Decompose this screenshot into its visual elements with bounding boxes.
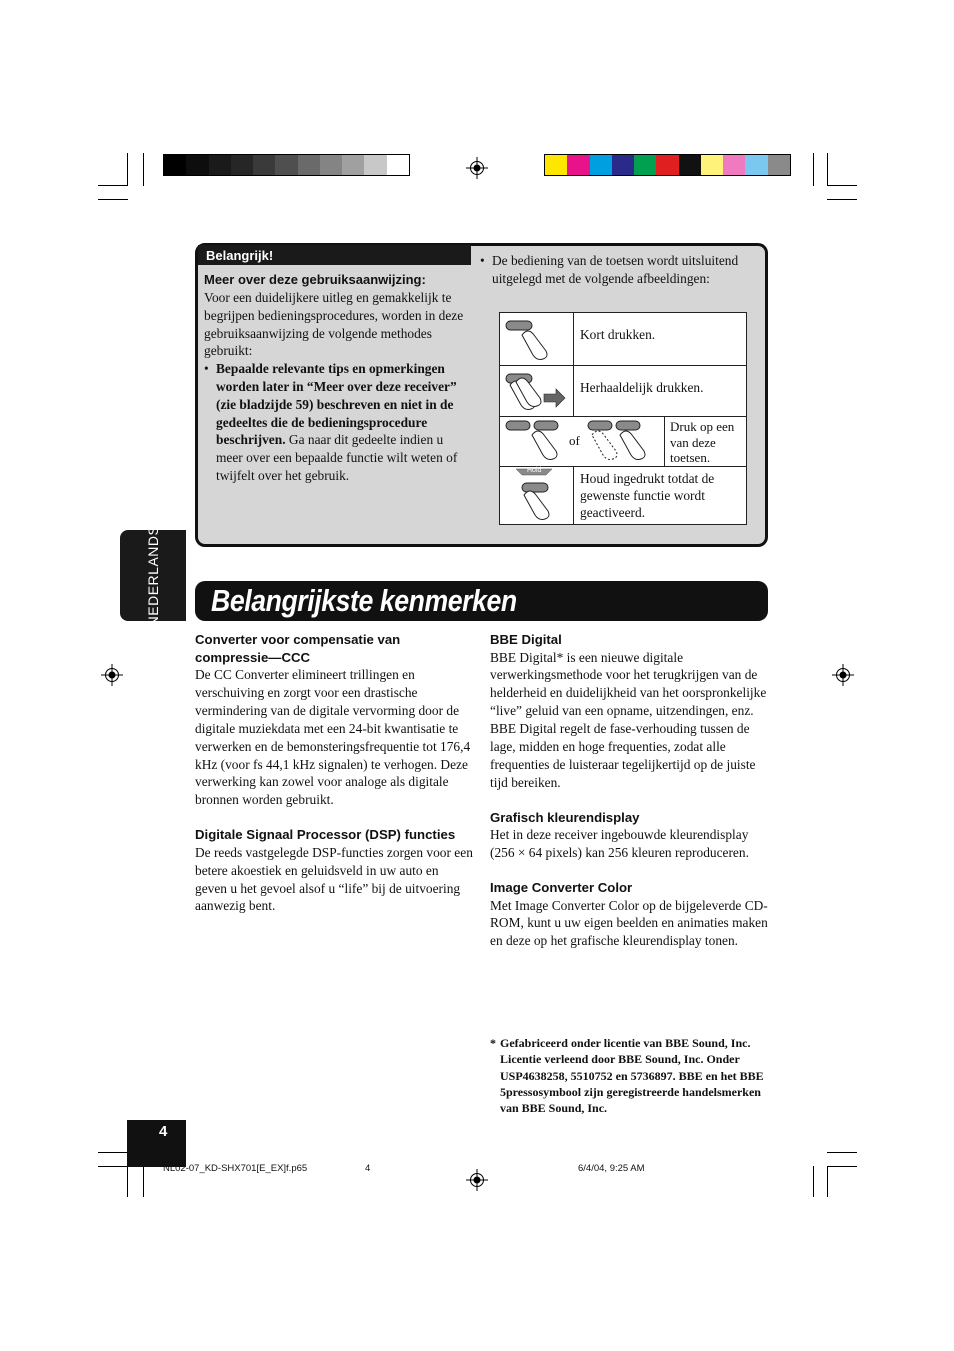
crop-mark (127, 1166, 128, 1197)
registration-mark-icon (466, 1169, 488, 1191)
right-column (490, 631, 768, 967)
important-heading: Meer over deze gebruiksaanwijzing: (204, 272, 426, 287)
important-left-column (204, 272, 466, 485)
feature-heading: Grafisch kleurendisplay (490, 809, 640, 825)
feature-body: Het in deze receiver ingebouwde kleurendisplay (256 × 64 pixels) kan 256 kleuren reproduceren. (490, 827, 749, 861)
bullet-icon: • (480, 253, 485, 268)
important-header: Belangrijk! (198, 245, 471, 265)
press-repeatedly-icon (500, 366, 574, 416)
table-row (500, 313, 746, 365)
trademark-footnote (490, 1035, 770, 1116)
right-intro-text: De bediening van de toetsen wordt uitsluitend uitgelegd met de volgende afbeeldingen: (492, 253, 739, 286)
color-swatch (590, 155, 612, 175)
feature-heading: BBE Digital (490, 632, 562, 647)
crop-mark (127, 153, 128, 186)
color-swatch (253, 155, 275, 175)
crop-mark (98, 1152, 128, 1153)
feature-body-2: BBE Digital regelt de fase-verhouding tussen de lage, midden en hoge frequenties, zodat alle frequenties de luisteraar tegelijkertijd op de juiste tijd bereiken. (490, 721, 756, 790)
color-swatch (701, 155, 723, 175)
color-swatch (745, 155, 767, 175)
feature-body: Met Image Converter Color op de bijgeleverde CD-ROM, kunt u uw eigen beelden en animaties maken en deze op het grafische kleurendisplay tonen. (490, 897, 768, 949)
crop-mark (827, 199, 857, 200)
page-number-block (127, 1120, 186, 1167)
crop-mark (827, 1152, 857, 1153)
feature-heading: Image Converter Color (490, 880, 633, 896)
feature-body: BBE Digital* is een nieuwe digitale verwerkingsmethode voor het terugkrijgen van de helderheid en duidelijkheid van het oorspronkelijke “live” geluid van een opname, uitzendingen, enz. (490, 649, 767, 719)
feature-section (490, 631, 768, 792)
crop-mark (827, 153, 828, 186)
crop-mark (143, 1166, 144, 1197)
or-label: of (569, 433, 580, 448)
row-text: Kort drukken. (580, 327, 656, 342)
footer-page: 4 (365, 1163, 371, 1174)
color-swatch (275, 155, 297, 175)
bullet-icon: • (204, 361, 209, 377)
color-swatch (387, 155, 409, 175)
color-calibration-bar (544, 154, 791, 176)
important-right-intro (480, 252, 750, 288)
color-swatch (342, 155, 364, 175)
crop-mark (98, 199, 128, 200)
feature-heading: Converter voor compensatie van compressie—CCC (195, 632, 401, 665)
color-swatch (164, 155, 186, 175)
table-row (500, 416, 746, 466)
feature-heading: Digitale Signaal Processor (DSP) functies (195, 827, 456, 843)
registration-mark-icon (832, 664, 854, 686)
bullet-bold-text: Bepaalde relevante tips en opmerkingen worden later in “Meer over deze receiver” (zie bladzijde 59) beschreven en niet in de gedeeltes die de bedieningsprocedure beschrijven. (216, 361, 457, 448)
color-swatch (723, 155, 745, 175)
important-intro: Voor een duidelijkere uitleg en gemakkelijk te begrijpen bedieningsprocedures, worden in deze gebruiksaanwijzing de volgende methodes gebruikt: (204, 290, 464, 359)
crop-mark (827, 185, 857, 186)
color-swatch (545, 155, 567, 175)
gray-calibration-bar (163, 154, 410, 176)
crop-mark (827, 1166, 828, 1197)
row-text: Herhaaldelijk drukken. (580, 380, 704, 395)
feature-section (490, 879, 768, 950)
crop-mark (143, 153, 144, 186)
color-swatch (231, 155, 253, 175)
color-swatch (656, 155, 678, 175)
color-swatch (612, 155, 634, 175)
feature-section (195, 826, 473, 915)
row-text: Houd ingedrukt totdat de gewenste functie wordt geactiveerd. (580, 471, 715, 520)
crop-mark (98, 1166, 128, 1167)
color-swatch (320, 155, 342, 175)
page-title: Belangrijkste kenmerken (211, 583, 517, 618)
registration-mark-icon (101, 664, 123, 686)
press-either-icon (500, 417, 665, 466)
crop-mark (813, 1166, 814, 1197)
color-swatch (298, 155, 320, 175)
registration-mark-icon (466, 157, 488, 179)
crop-mark (98, 185, 128, 186)
feature-body: De reeds vastgelegde DSP-functies zorgen voor een betere akoestiek en geluidsveld in uw auto en geven u het gevoel alsof u “life” bij de uitvoering aanwezig bent. (195, 844, 473, 914)
color-swatch (567, 155, 589, 175)
section-title-bar (195, 581, 768, 621)
row-text: Druk op een van deze toetsen. (670, 419, 735, 465)
crop-mark (813, 153, 814, 186)
feature-body: De CC Converter elimineert trillingen en verschuiving en zorgt voor een drastische vermindering van de digitale vervorming door de digitale muziekdata met een 24-bit kwantisatie te verwerken en de bemonsteringsfrequentie tot 176,4 kHz (voor fs 44,1 kHz signalen) te verhogen. Deze verwerking kan zowel voor analoge als digitale bronnen worden gebruikt. (195, 667, 471, 808)
color-swatch (634, 155, 656, 175)
hold-label: Hold (527, 467, 542, 474)
feature-section (490, 809, 768, 862)
language-tab-label: NEDERLANDS (145, 525, 161, 626)
crop-mark (827, 1166, 857, 1167)
color-swatch (186, 155, 208, 175)
color-swatch (768, 155, 790, 175)
footnote-text: Gefabriceerd onder licentie van BBE Sound, Inc. Licentie verleend door BBE Sound, Inc. Onder USP4638258, 5510752 en 5736897. BBE en het BBE 5pressosymbool zijn geregistreerde handelsmerken van BBE Sound, Inc. (500, 1036, 764, 1116)
footnote-marker: * (490, 1036, 496, 1050)
color-swatch (364, 155, 386, 175)
left-column (195, 631, 473, 932)
table-row (500, 365, 746, 416)
button-press-table (499, 312, 747, 525)
table-row (500, 466, 746, 524)
bullet-rest-text: Ga naar dit gedeelte indien u meer over een bepaalde functie wilt weten of twijfelt over het gebruik. (216, 432, 458, 483)
press-hold-icon (500, 467, 574, 524)
color-swatch (679, 155, 701, 175)
page-number: 4 (159, 1123, 168, 1140)
language-tab (120, 525, 186, 626)
feature-section (195, 631, 473, 809)
footer-date: 6/4/04, 9:25 AM (578, 1163, 645, 1174)
color-swatch (209, 155, 231, 175)
important-bullet (204, 360, 466, 485)
footer-filename: NL02-07_KD-SHX701[E_EX]f.p65 (163, 1163, 308, 1174)
press-once-icon (500, 313, 574, 365)
